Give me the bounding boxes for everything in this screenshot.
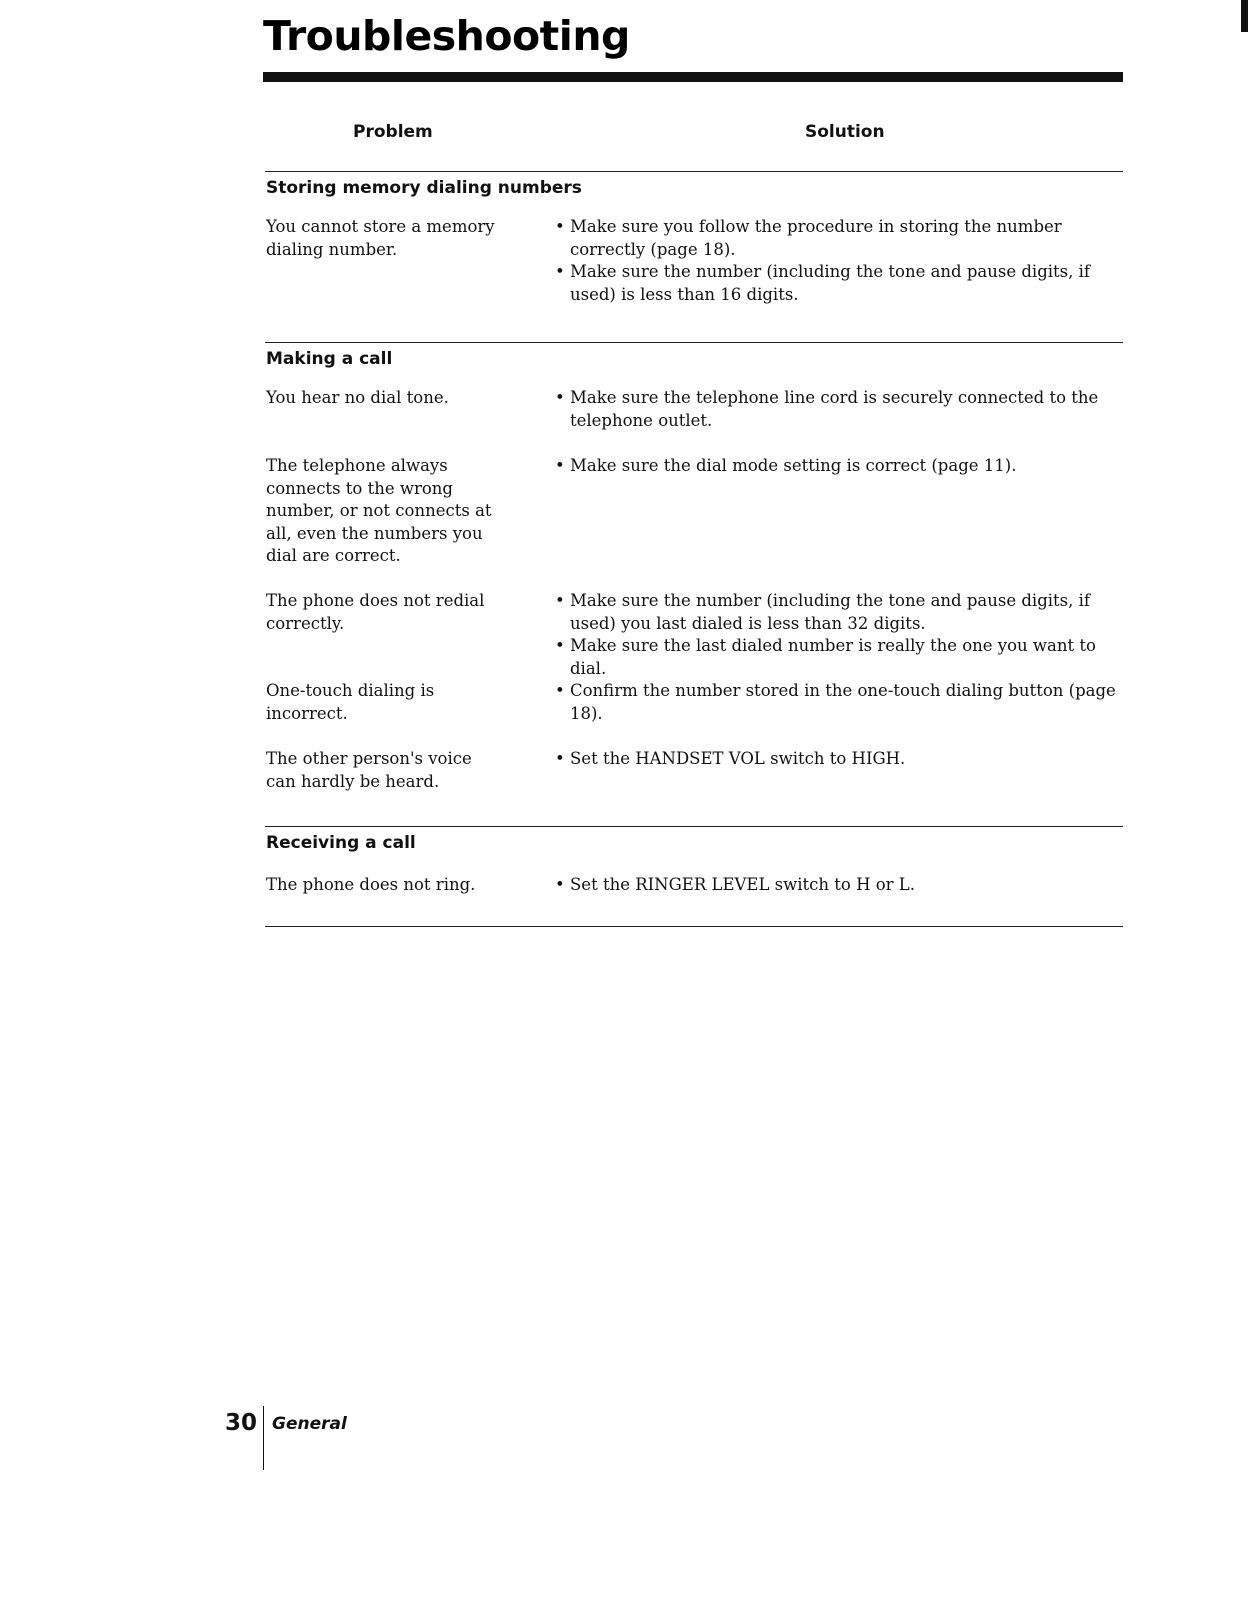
solution-item: • Set the HANDSET VOL switch to HIGH. [555,748,1130,771]
page-title: Troubleshooting [263,12,630,60]
solution-list [555,216,1130,306]
solution-item: • Confirm the number stored in the one-touch dialing button (page 18). [555,680,1130,725]
solution-item: • Make sure you follow the procedure in storing the number correctly (page 18). [555,216,1130,261]
solution-column-header: Solution [805,122,885,142]
problem-text: The other person's voice can hardly be heard. [266,749,472,791]
solution-item: • Make sure the number (including the tone and pause digits, if used) you last dialed is less than 32 digits. [555,590,1130,635]
edge-tab-mark [1241,0,1248,32]
section-title-storing-memory: Storing memory dialing numbers [266,178,582,198]
section-title-receiving-call: Receiving a call [266,833,416,853]
solution-item: • Make sure the last dialed number is really the one you want to dial. [555,635,1130,680]
solution-item: • Make sure the telephone line cord is securely connected to the telephone outlet. [555,387,1130,432]
footer-section-label: General [272,1414,347,1434]
solution-item: • Make sure the dial mode setting is correct (page 11). [555,455,1130,478]
solution-item: • Make sure the number (including the tone and pause digits, if used) is less than 16 digits. [555,261,1130,306]
solution-list [555,387,1130,432]
section-divider [265,171,1123,172]
problem-text: You hear no dial tone. [266,388,449,407]
problem-text: One-touch dialing is incorrect. [266,681,435,723]
solution-item: • Set the RINGER LEVEL switch to H or L. [555,874,1130,897]
section-divider [265,342,1123,343]
title-rule [263,72,1123,82]
section-divider [265,826,1123,827]
table-bottom-rule [265,926,1123,927]
solution-list [555,748,1130,771]
page-number: 30 [225,1410,258,1436]
solution-list [555,455,1130,478]
problem-text: You cannot store a memory dialing number. [266,217,495,259]
problem-text: The phone does not ring. [266,875,476,894]
solution-list [555,680,1130,725]
problem-column-header: Problem [353,122,433,142]
solution-list [555,874,1130,897]
solution-list [555,590,1130,680]
footer-divider [263,1406,264,1470]
problem-text: The telephone always connects to the wrong number, or not connects at all, even the numbers you dial are correct. [266,456,492,565]
section-title-making-call: Making a call [266,349,393,369]
problem-text: The phone does not redial correctly. [266,591,485,633]
